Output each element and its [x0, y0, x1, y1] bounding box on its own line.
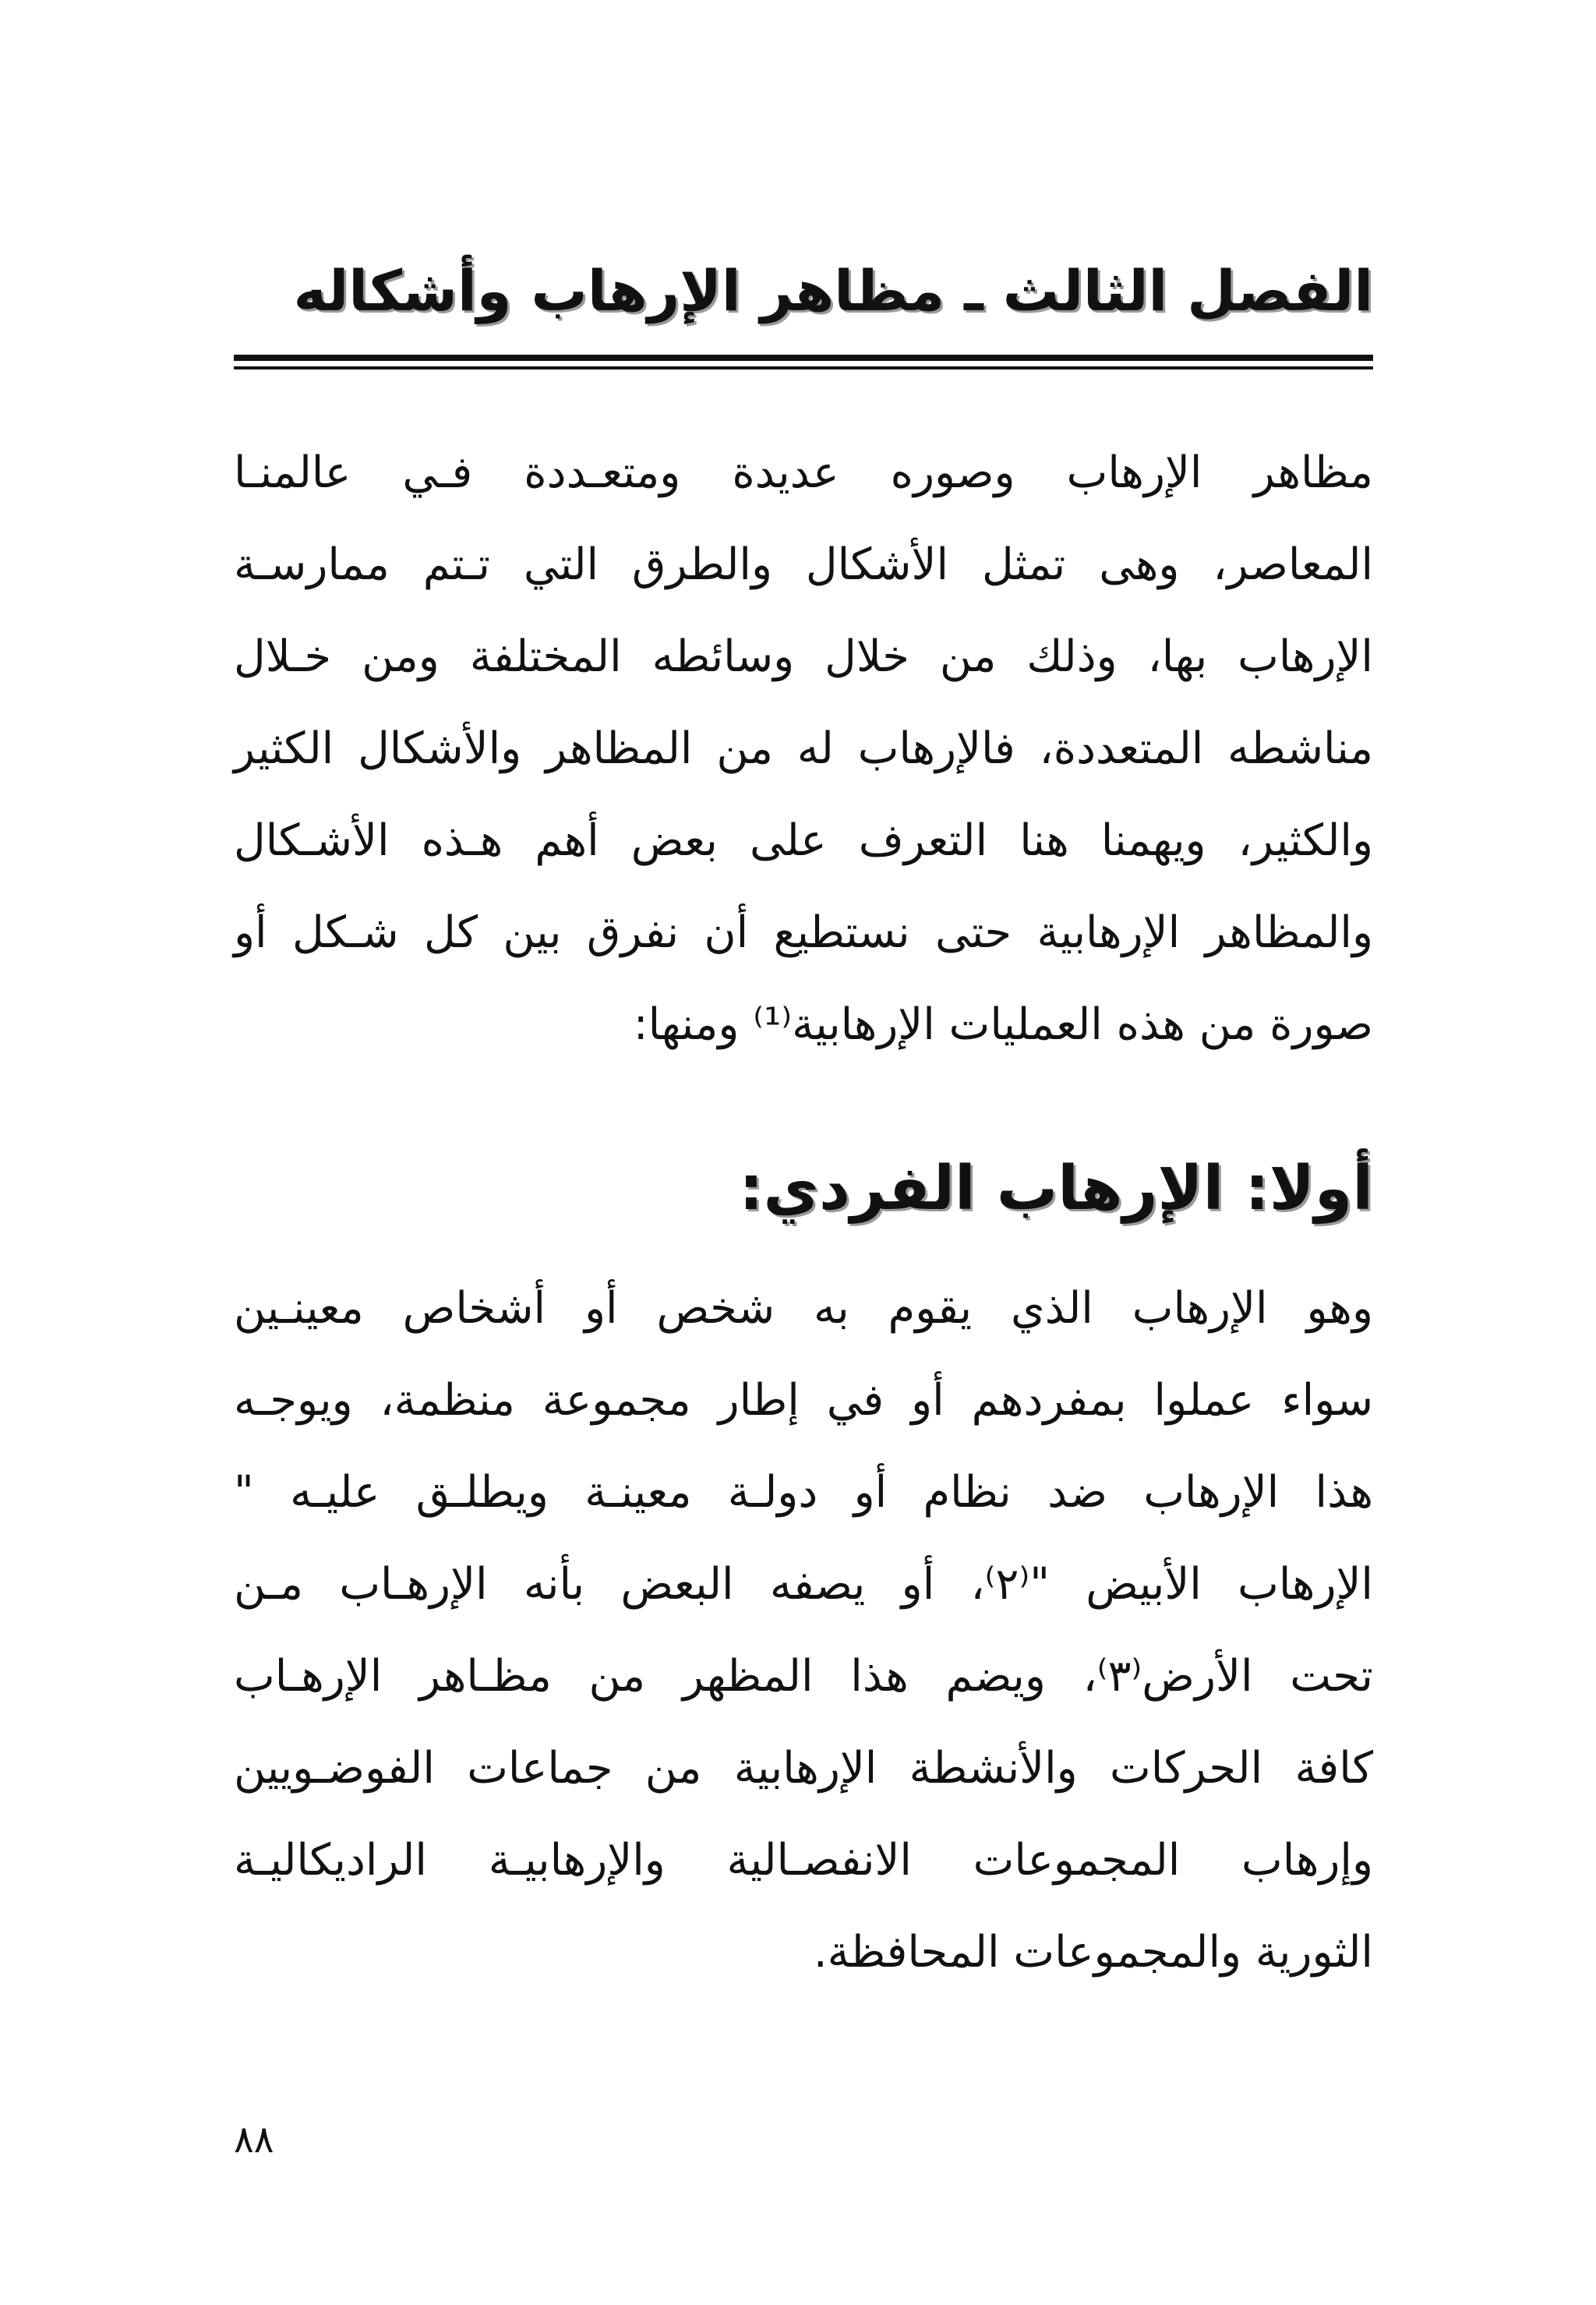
header-rule-thick — [234, 355, 1373, 361]
paragraph-line: الإرهاب الأبيض "⁽٢⁾، أو يصفه البعض بأنه الإرهـاب مـن — [234, 1559, 1373, 1610]
page-number: ٨٨ — [234, 2118, 274, 2162]
paragraph-line: والكثير، ويهمنا هنا التعرف على بعض أهم هـذه الأشـكال — [234, 815, 1373, 866]
paragraph-line: كافة الحركات والأنشطة الإرهابية من جماعات الفوضـويين — [234, 1743, 1373, 1794]
chapter-title: الفصل الثالث ـ مظاهر الإرهاب وأشكاله — [293, 258, 1373, 323]
paragraph-line: الثورية والمجموعات المحافظة. — [813, 1927, 1373, 1978]
paragraph-line: تحت الأرض⁽٣⁾، ويضم هذا المظهر من مظـاهر الإرهـاب — [234, 1651, 1373, 1702]
paragraph-line: وإرهاب المجموعات الانفصـالية والإرهابيـة الراديكاليـة — [234, 1835, 1373, 1886]
paragraph-line: الإرهاب بها، وذلك من خلال وسائطه المختلفة ومن خـلال — [234, 631, 1373, 682]
paragraph-line: مظاهر الإرهاب وصوره عديدة ومتعـددة فـي عالمنـا — [234, 447, 1373, 498]
intro-paragraph — [234, 427, 1373, 1071]
paragraph-line: هذا الإرهاب ضد نظام أو دولـة معينـة ويطلـق عليـه " — [234, 1467, 1373, 1518]
paragraph-line: وهو الإرهاب الذي يقوم به شخص أو أشخاص معينـين — [234, 1283, 1373, 1334]
individual-terrorism-paragraph — [234, 1263, 1373, 1999]
section-heading: أولا: الإرهاب الفردي: — [739, 1154, 1373, 1224]
paragraph-line: مناشطه المتعددة، فالإرهاب له من المظاهر والأشكال الكثير — [234, 723, 1373, 774]
paragraph-line: صورة من هذه العمليات الإرهابية⁽¹⁾ ومنها: — [633, 999, 1373, 1050]
paragraph-line: والمظاهر الإرهابية حتى نستطيع أن نفرق بين كل شـكل أو — [234, 907, 1373, 958]
header-rule-thin — [234, 366, 1373, 369]
paragraph-line: المعاصر، وهى تمثل الأشكال والطرق التي تـتم ممارسـة — [234, 539, 1373, 590]
paragraph-line: سواء عملوا بمفردهم أو في إطار مجموعة منظمة، ويوجـه — [234, 1375, 1373, 1426]
